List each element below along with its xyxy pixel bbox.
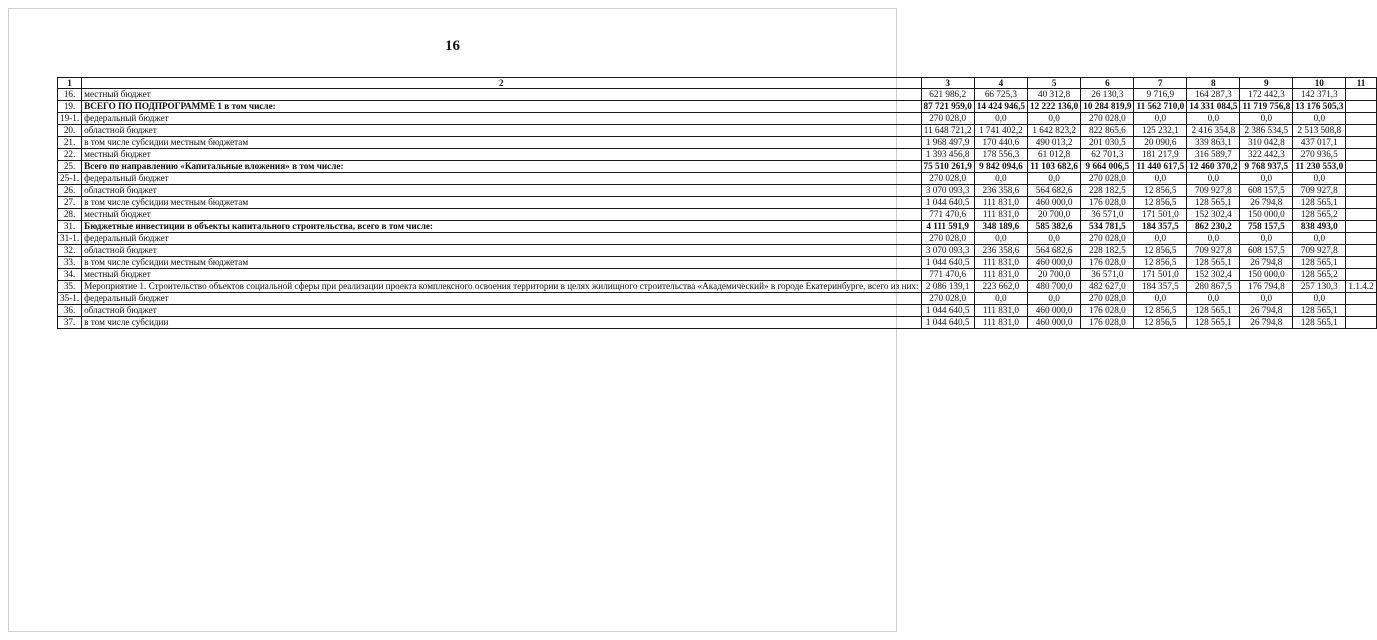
row-name-cell: местный бюджет [82,209,921,221]
value-cell: 270 028,0 [1081,233,1134,245]
value-cell: 111 831,0 [974,209,1027,221]
value-cell: 564 682,6 [1028,245,1081,257]
value-cell: 709 927,8 [1187,185,1240,197]
value-cell: 862 230,2 [1187,221,1240,233]
row-name-cell: областной бюджет [82,185,921,197]
value-cell: 0,0 [1240,113,1293,125]
value-cell: 0,0 [1028,293,1081,305]
value-cell: 12 856,5 [1134,317,1187,329]
value-cell: 270 028,0 [1081,173,1134,185]
code-cell [1346,221,1376,233]
value-cell: 585 382,6 [1028,221,1081,233]
table-row [58,101,1377,113]
value-cell: 14 424 946,5 [974,101,1027,113]
value-cell: 172 442,3 [1240,89,1293,101]
value-cell: 111 831,0 [974,317,1027,329]
row-number-cell: 33. [58,257,82,269]
column-number: 1 [58,78,82,89]
value-cell: 310 042,8 [1240,137,1293,149]
row-name-cell: местный бюджет [82,269,921,281]
value-cell: 12 856,5 [1134,245,1187,257]
value-cell: 26 794,8 [1240,257,1293,269]
table-row [58,113,1377,125]
value-cell: 0,0 [1240,293,1293,305]
value-cell: 822 865,6 [1081,125,1134,137]
value-cell: 176 028,0 [1081,257,1134,269]
value-cell: 11 719 756,8 [1240,101,1293,113]
row-name-cell: Бюджетные инвестиции в объекты капитального строительства, всего в том числе: [82,221,921,233]
table-row [58,89,1377,101]
code-cell [1346,305,1376,317]
value-cell: 758 157,5 [1240,221,1293,233]
value-cell: 176 794,8 [1240,281,1293,293]
table-row [58,221,1377,233]
value-cell: 0,0 [1134,173,1187,185]
value-cell: 270 936,5 [1293,149,1346,161]
budget-table [57,77,1377,329]
value-cell: 270 028,0 [1081,113,1134,125]
value-cell: 236 358,6 [974,245,1027,257]
page-number: 16 [445,38,460,54]
row-name-cell: в том числе субсидии местным бюджетам [82,197,921,209]
value-cell: 0,0 [1187,293,1240,305]
value-cell: 0,0 [1134,113,1187,125]
value-cell: 460 000,0 [1028,197,1081,209]
row-number-cell: 36. [58,305,82,317]
column-number: 7 [1134,78,1187,89]
value-cell: 26 794,8 [1240,305,1293,317]
row-number-cell: 20. [58,125,82,137]
value-cell: 12 856,5 [1134,185,1187,197]
value-cell: 9 716,9 [1134,89,1187,101]
value-cell: 838 493,0 [1293,221,1346,233]
value-cell: 223 662,0 [974,281,1027,293]
row-number-cell: 35-1. [58,293,82,305]
value-cell: 12 856,5 [1134,197,1187,209]
value-cell: 608 157,5 [1240,245,1293,257]
value-cell: 170 440,6 [974,137,1027,149]
value-cell: 771 470,6 [921,269,974,281]
value-cell: 11 562 710,0 [1134,101,1187,113]
value-cell: 709 927,8 [1187,245,1240,257]
value-cell: 13 176 505,3 [1293,101,1346,113]
code-cell [1346,89,1376,101]
value-cell: 3 070 093,3 [921,185,974,197]
value-cell: 0,0 [1187,233,1240,245]
value-cell: 20 700,0 [1028,209,1081,221]
code-cell [1346,233,1376,245]
value-cell: 270 028,0 [921,113,974,125]
row-number-cell: 32. [58,245,82,257]
value-cell: 152 302,4 [1187,209,1240,221]
value-cell: 1 968 497,9 [921,137,974,149]
column-number: 9 [1240,78,1293,89]
code-cell [1346,185,1376,197]
value-cell: 460 000,0 [1028,305,1081,317]
value-cell: 184 357,5 [1134,221,1187,233]
table-row [58,281,1377,293]
row-name-cell: в том числе субсидии [82,317,921,329]
value-cell: 66 725,3 [974,89,1027,101]
value-cell: 150 000,0 [1240,209,1293,221]
value-cell: 128 565,1 [1293,197,1346,209]
value-cell: 348 189,6 [974,221,1027,233]
code-cell [1346,101,1376,113]
row-name-cell: местный бюджет [82,149,921,161]
value-cell: 11 103 682,6 [1028,161,1081,173]
value-cell: 12 460 370,2 [1187,161,1240,173]
value-cell: 0,0 [1134,233,1187,245]
row-number-cell: 35. [58,281,82,293]
value-cell: 236 358,6 [974,185,1027,197]
row-name-cell: местный бюджет [82,89,921,101]
value-cell: 181 217,9 [1134,149,1187,161]
value-cell: 128 565,1 [1187,305,1240,317]
value-cell: 270 028,0 [1081,293,1134,305]
value-cell: 709 927,8 [1293,185,1346,197]
value-cell: 142 371,3 [1293,89,1346,101]
value-cell: 621 986,2 [921,89,974,101]
value-cell: 0,0 [1293,113,1346,125]
value-cell: 316 589,7 [1187,149,1240,161]
value-cell: 128 565,1 [1293,317,1346,329]
value-cell: 437 017,1 [1293,137,1346,149]
row-number-cell: 25. [58,161,82,173]
row-name-cell: областной бюджет [82,305,921,317]
value-cell: 460 000,0 [1028,257,1081,269]
value-cell: 176 028,0 [1081,197,1134,209]
value-cell: 128 565,1 [1187,197,1240,209]
value-cell: 12 222 136,0 [1028,101,1081,113]
code-cell [1346,317,1376,329]
row-number-cell: 19-1. [58,113,82,125]
row-number-cell: 34. [58,269,82,281]
value-cell: 111 831,0 [974,305,1027,317]
table-row [58,197,1377,209]
row-name-cell: федеральный бюджет [82,233,921,245]
row-number-cell: 26. [58,185,82,197]
value-cell: 2 416 354,8 [1187,125,1240,137]
table-row [58,245,1377,257]
value-cell: 0,0 [1293,293,1346,305]
value-cell: 152 302,4 [1187,269,1240,281]
table-row [58,317,1377,329]
value-cell: 178 556,3 [974,149,1027,161]
row-number-cell: 19. [58,101,82,113]
value-cell: 0,0 [974,113,1027,125]
value-cell: 171 501,0 [1134,269,1187,281]
table-row [58,173,1377,185]
code-cell [1346,269,1376,281]
code-cell [1346,293,1376,305]
value-cell: 1 642 823,2 [1028,125,1081,137]
value-cell: 490 013,2 [1028,137,1081,149]
code-cell [1346,257,1376,269]
code-cell [1346,113,1376,125]
value-cell: 201 030,5 [1081,137,1134,149]
value-cell: 111 831,0 [974,269,1027,281]
value-cell: 3 070 093,3 [921,245,974,257]
value-cell: 128 565,1 [1293,257,1346,269]
value-cell: 608 157,5 [1240,185,1293,197]
value-cell: 257 130,3 [1293,281,1346,293]
value-cell: 0,0 [1028,233,1081,245]
row-name-cell: Всего по направлению «Капитальные вложения» в том числе: [82,161,921,173]
value-cell: 61 012,8 [1028,149,1081,161]
value-cell: 12 856,5 [1134,305,1187,317]
row-number-cell: 22. [58,149,82,161]
value-cell: 11 230 553,0 [1293,161,1346,173]
value-cell: 125 232,1 [1134,125,1187,137]
code-cell [1346,173,1376,185]
value-cell: 0,0 [1028,173,1081,185]
value-cell: 11 440 617,5 [1134,161,1187,173]
code-cell [1346,137,1376,149]
value-cell: 0,0 [974,233,1027,245]
value-cell: 111 831,0 [974,197,1027,209]
value-cell: 322 442,3 [1240,149,1293,161]
value-cell: 36 571,0 [1081,209,1134,221]
table-row [58,305,1377,317]
code-cell [1346,149,1376,161]
row-name-cell: в том числе субсидии местным бюджетам [82,257,921,269]
value-cell: 26 794,8 [1240,317,1293,329]
value-cell: 40 312,8 [1028,89,1081,101]
table-row [58,257,1377,269]
value-cell: 2 513 508,8 [1293,125,1346,137]
value-cell: 26 130,3 [1081,89,1134,101]
value-cell: 709 927,8 [1293,245,1346,257]
table-header-row [58,78,1377,89]
value-cell: 0,0 [1187,173,1240,185]
row-name-cell: федеральный бюджет [82,293,921,305]
value-cell: 176 028,0 [1081,305,1134,317]
row-number-cell: 31-1. [58,233,82,245]
row-number-cell: 16. [58,89,82,101]
value-cell: 128 565,2 [1293,209,1346,221]
value-cell: 26 794,8 [1240,197,1293,209]
value-cell: 0,0 [974,173,1027,185]
row-number-cell: 25-1. [58,173,82,185]
value-cell: 128 565,2 [1293,269,1346,281]
value-cell: 9 664 006,5 [1081,161,1134,173]
row-name-cell: областной бюджет [82,125,921,137]
value-cell: 20 090,6 [1134,137,1187,149]
value-cell: 270 028,0 [921,293,974,305]
table-row [58,161,1377,173]
value-cell: 171 501,0 [1134,209,1187,221]
value-cell: 0,0 [1028,113,1081,125]
value-cell: 534 781,5 [1081,221,1134,233]
value-cell: 1 044 640,5 [921,317,974,329]
column-number: 10 [1293,78,1346,89]
value-cell: 12 856,5 [1134,257,1187,269]
value-cell: 280 867,5 [1187,281,1240,293]
row-number-cell: 21. [58,137,82,149]
row-name-cell: ВСЕГО ПО ПОДПРОГРАММЕ 1 в том числе: [82,101,921,113]
value-cell: 164 287,3 [1187,89,1240,101]
code-cell [1346,125,1376,137]
value-cell: 0,0 [1240,173,1293,185]
table-row [58,149,1377,161]
value-cell: 2 386 534,5 [1240,125,1293,137]
value-cell: 228 182,5 [1081,185,1134,197]
row-number-cell: 37. [58,317,82,329]
value-cell: 128 565,1 [1187,257,1240,269]
row-name-cell: федеральный бюджет [82,173,921,185]
value-cell: 150 000,0 [1240,269,1293,281]
value-cell: 1 393 456,8 [921,149,974,161]
row-name-cell: в том числе субсидии местным бюджетам [82,137,921,149]
column-number: 4 [974,78,1027,89]
value-cell: 564 682,6 [1028,185,1081,197]
value-cell: 480 700,0 [1028,281,1081,293]
value-cell: 1 044 640,5 [921,257,974,269]
value-cell: 460 000,0 [1028,317,1081,329]
value-cell: 0,0 [1293,233,1346,245]
value-cell: 270 028,0 [921,233,974,245]
value-cell: 482 627,0 [1081,281,1134,293]
value-cell: 270 028,0 [921,173,974,185]
table-row [58,137,1377,149]
table-row [58,185,1377,197]
code-cell [1346,209,1376,221]
value-cell: 0,0 [1134,293,1187,305]
value-cell: 339 863,1 [1187,137,1240,149]
code-cell: 1.1.4.2 [1346,281,1376,293]
value-cell: 228 182,5 [1081,245,1134,257]
table-row [58,269,1377,281]
value-cell: 184 357,5 [1134,281,1187,293]
value-cell: 87 721 959,0 [921,101,974,113]
value-cell: 176 028,0 [1081,317,1134,329]
value-cell: 771 470,6 [921,209,974,221]
value-cell: 9 842 094,6 [974,161,1027,173]
column-number: 11 [1346,78,1376,89]
value-cell: 0,0 [1187,113,1240,125]
code-cell [1346,197,1376,209]
row-number-cell: 31. [58,221,82,233]
value-cell: 128 565,1 [1187,317,1240,329]
row-number-cell: 28. [58,209,82,221]
column-number: 5 [1028,78,1081,89]
value-cell: 2 086 139,1 [921,281,974,293]
value-cell: 9 768 937,5 [1240,161,1293,173]
value-cell: 36 571,0 [1081,269,1134,281]
value-cell: 10 284 819,9 [1081,101,1134,113]
value-cell: 4 111 591,9 [921,221,974,233]
table-row [58,233,1377,245]
column-number: 8 [1187,78,1240,89]
row-name-cell: федеральный бюджет [82,113,921,125]
value-cell: 62 701,3 [1081,149,1134,161]
value-cell: 0,0 [974,293,1027,305]
row-name-cell: областной бюджет [82,245,921,257]
table-row [58,209,1377,221]
table-row [58,125,1377,137]
value-cell: 0,0 [1240,233,1293,245]
value-cell: 111 831,0 [974,257,1027,269]
value-cell: 128 565,1 [1293,305,1346,317]
value-cell: 75 510 261,9 [921,161,974,173]
code-cell [1346,161,1376,173]
value-cell: 1 044 640,5 [921,305,974,317]
code-cell [1346,245,1376,257]
value-cell: 1 741 402,2 [974,125,1027,137]
row-name-cell: Мероприятие 1. Строительство объектов социальной сферы при реализации проекта комплексного освоения территории в целях жилищного строительства «Академический» в городе Екатеринбурге, всего из них: [82,281,921,293]
row-number-cell: 27. [58,197,82,209]
value-cell: 14 331 084,5 [1187,101,1240,113]
value-cell: 1 044 640,5 [921,197,974,209]
value-cell: 11 648 721,2 [921,125,974,137]
column-number: 3 [921,78,974,89]
value-cell: 20 700,0 [1028,269,1081,281]
column-number: 6 [1081,78,1134,89]
column-number: 2 [82,78,921,89]
value-cell: 0,0 [1293,173,1346,185]
table-row [58,293,1377,305]
